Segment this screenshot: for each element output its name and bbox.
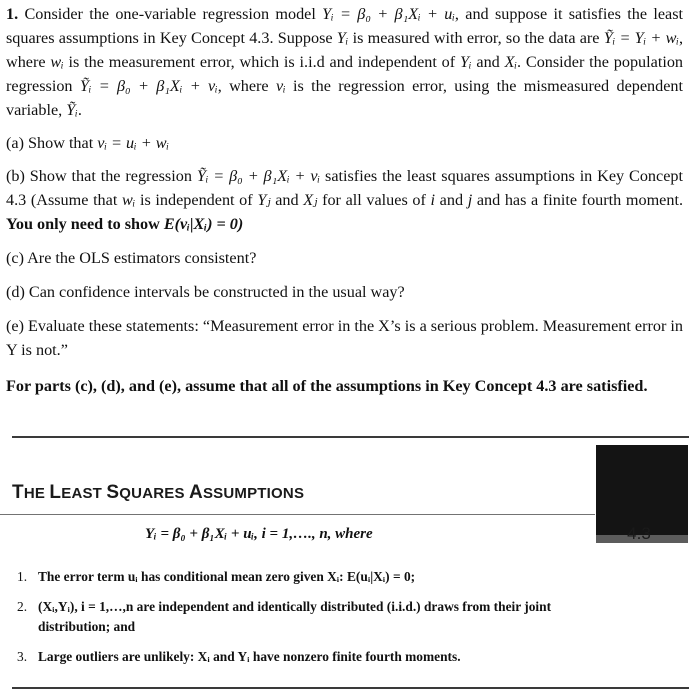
key-concept-number: 4.3 xyxy=(627,524,651,543)
title-separator xyxy=(0,514,595,515)
part-b-wi: wᵢ xyxy=(121,191,136,209)
part-e: (e) Evaluate these statements: “Measurement error in the X’s is a serious problem. Measurement error in Y is not.” xyxy=(6,317,683,359)
var-vi: vᵢ xyxy=(275,77,286,95)
problem-text-2: , and suppose it satisfies the least squares assumptions in Key Concept 4.3. Suppose xyxy=(6,5,683,47)
problem-text-8: , where xyxy=(217,77,276,95)
part-b-bold-text: You only need to show xyxy=(6,215,164,233)
part-a xyxy=(6,131,683,155)
problem-text-9: is the regression error, using the mismeasured dependent variable, xyxy=(6,77,683,119)
key-concept-model: Yᵢ = β₀ + β₁Xᵢ + uᵢ, i = 1,…., n, where xyxy=(145,526,373,542)
problem-text-5: is the measurement error, which is i.i.d and independent of xyxy=(63,53,460,71)
problem-text-3: is measured with error, so the data are xyxy=(348,29,604,47)
problem-text-7: . Consider the population regression xyxy=(6,53,684,95)
problem-text-6: and xyxy=(471,53,505,71)
problem-statement xyxy=(6,2,683,122)
assumptions-note: For parts (c), (d), and (e), assume that all of the assumptions in Key Concept 4.3 are satisfied. xyxy=(6,377,648,395)
model-equation: Yᵢ = β₀ + β₁Xᵢ + uᵢ xyxy=(322,5,455,23)
var-ytilde: Ỹᵢ xyxy=(66,101,78,119)
part-b-yj: Yⱼ xyxy=(257,191,271,209)
part-b-text-4: and xyxy=(270,191,304,209)
population-equation: Ỹᵢ = β₀ + β₁Xᵢ + vᵢ xyxy=(79,77,218,95)
part-b-j: j xyxy=(467,191,473,209)
var-xi: Xᵢ xyxy=(504,53,518,71)
var-wi: wᵢ xyxy=(50,53,64,71)
part-b-text-5: for all values of xyxy=(317,191,431,209)
problem-text-1: Consider the one-variable regression model xyxy=(18,5,323,23)
part-a-equation: vᵢ = uᵢ + wᵢ xyxy=(97,134,170,152)
var-yi-2: Yᵢ xyxy=(459,53,472,71)
problem-text-4: , where xyxy=(6,29,683,71)
top-rule xyxy=(12,436,689,438)
assumption-item: 3. Large outliers are unlikely: Xᵢ and Yᵢ have nonzero finite fourth moments. xyxy=(17,649,461,664)
key-concept-box xyxy=(0,436,689,690)
part-b xyxy=(6,164,683,236)
part-b-bold-equation: E(vᵢ|Xᵢ) = 0) xyxy=(163,215,244,233)
part-b-xj: Xⱼ xyxy=(303,191,318,209)
measured-equation: Ỹᵢ = Yᵢ + wᵢ xyxy=(603,29,679,47)
part-b-text-2: satisfies the least squares assumptions in Key Concept 4.3 (Assume that xyxy=(6,167,683,209)
key-concept-title: THE LEAST SQUARES ASSUMPTIONS xyxy=(12,482,305,503)
part-b-text-7: and has a finite fourth moment. xyxy=(472,191,683,209)
part-b-i: i xyxy=(430,191,436,209)
part-b-text-1: (b) Show that the regression xyxy=(6,167,197,185)
part-c: (c) Are the OLS estimators consistent? xyxy=(6,249,257,267)
problem-number: 1. xyxy=(6,5,19,23)
part-d: (d) Can confidence intervals be constructed in the usual way? xyxy=(6,283,405,301)
part-b-text-6: and xyxy=(435,191,468,209)
assumption-list xyxy=(14,567,574,677)
part-b-equation: Ỹᵢ = β₀ + β₁Xᵢ + vᵢ xyxy=(196,167,321,185)
bottom-rule xyxy=(12,687,689,689)
assumption-item: 2. (Xᵢ,Yᵢ), i = 1,…,n are independent and identically distributed (i.i.d.) draws from their joint distribution; and xyxy=(17,599,552,634)
assumption-item: 1. The error term uᵢ has conditional mean zero given Xᵢ: E(uᵢ|Xᵢ) = 0; xyxy=(17,569,416,584)
var-yi: Yᵢ xyxy=(336,29,349,47)
problem-document xyxy=(6,2,683,398)
part-b-text-3: is independent of xyxy=(135,191,258,209)
part-a-label: (a) Show that xyxy=(6,134,98,152)
problem-text-10: . xyxy=(77,101,82,119)
